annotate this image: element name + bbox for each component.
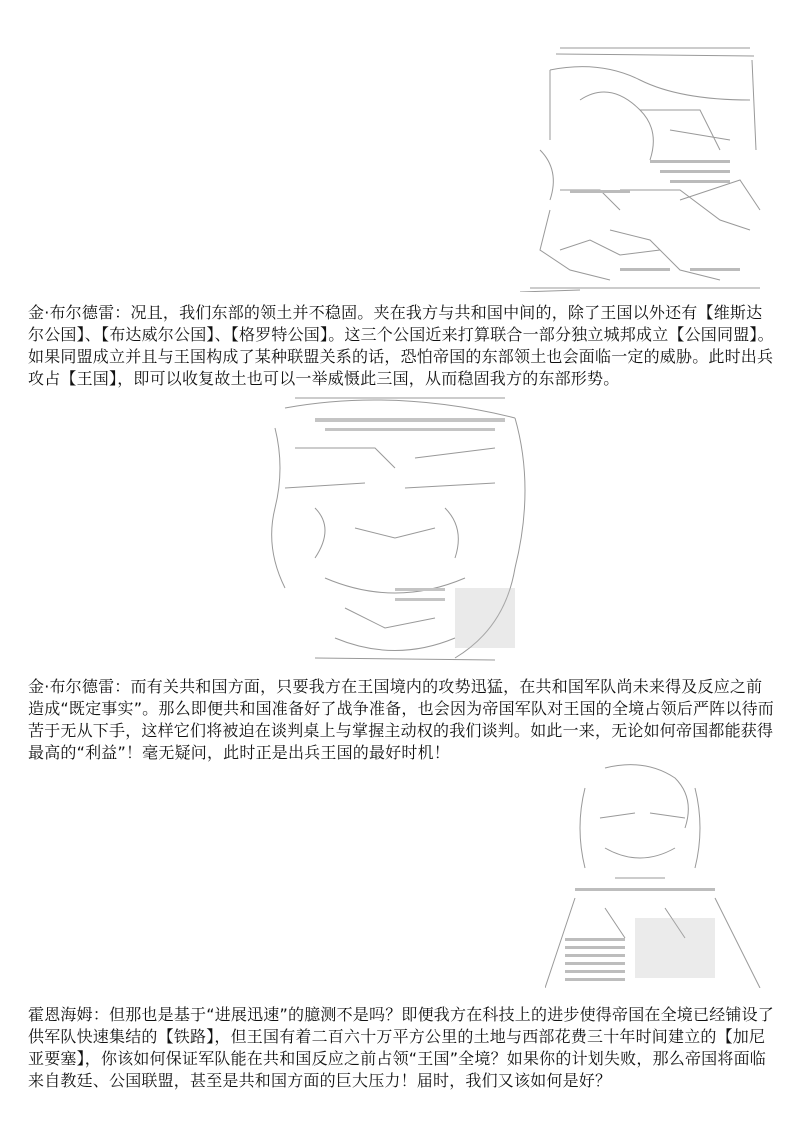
ascii-art-portrait-center: [255, 388, 540, 668]
dialogue-3-speaker: 霍恩海姆: [28, 1005, 93, 1024]
dialogue-2: [28, 676, 776, 764]
dialogue-2-speaker: 金·布尔德雷: [28, 677, 115, 696]
ascii-art-figure-bottom: [545, 758, 770, 988]
ascii-art-figure-top-drawing: [520, 40, 770, 292]
ascii-art-figure-top: [520, 40, 770, 292]
dialogue-2-text: ：而有关共和国方面，只要我方在王国境内的攻势迅猛，在共和国军队尚未来得及反应之前造成“既定事实”。那么即便共和国准备好了战争准备，也会因为帝国军队对王国的全境占领后严阵以待而苦于无从下手，这样它们将被迫在谈判桌上与掌握主动权的我们谈判。如此一来，无论如何帝国都能获得最高的“利益”！毫无疑问，此时正是出兵王国的最好时机！: [28, 677, 774, 762]
dialogue-1: [28, 302, 776, 390]
ascii-art-figure-bottom-drawing: [545, 758, 770, 988]
dialogue-1-speaker: 金·布尔德雷: [28, 303, 115, 322]
ascii-art-portrait-center-drawing: [255, 388, 540, 668]
dialogue-3: [28, 1004, 776, 1092]
dialogue-3-text: ：但那也是基于“进展迅速”的臆测不是吗？即便我方在科技上的进步使得帝国在全境已经铺设了供军队快速集结的【铁路】，但王国有着二百六十万平方公里的土地与西部花费三十年时间建立的【加尼亚要塞】，你该如何保证军队能在共和国反应之前占领“王国”全境？如果你的计划失败，那么帝国将面临来自教廷、公国联盟，甚至是共和国方面的巨大压力！届时，我们又该如何是好？: [28, 1005, 774, 1090]
dialogue-1-text: ：况且，我们东部的领土并不稳固。夹在我方与共和国中间的，除了王国以外还有【维斯达尔公国】、【布达威尔公国】、【格罗特公国】。这三个公国近来打算联合一部分独立城邦成立【公国同盟】。如果同盟成立并且与王国构成了某种联盟关系的话，恐怕帝国的东部领土也会面临一定的威胁。此时出兵攻占【王国】，即可以收复故土也可以一举威慑此三国，从而稳固我方的东部形势。: [28, 303, 774, 388]
